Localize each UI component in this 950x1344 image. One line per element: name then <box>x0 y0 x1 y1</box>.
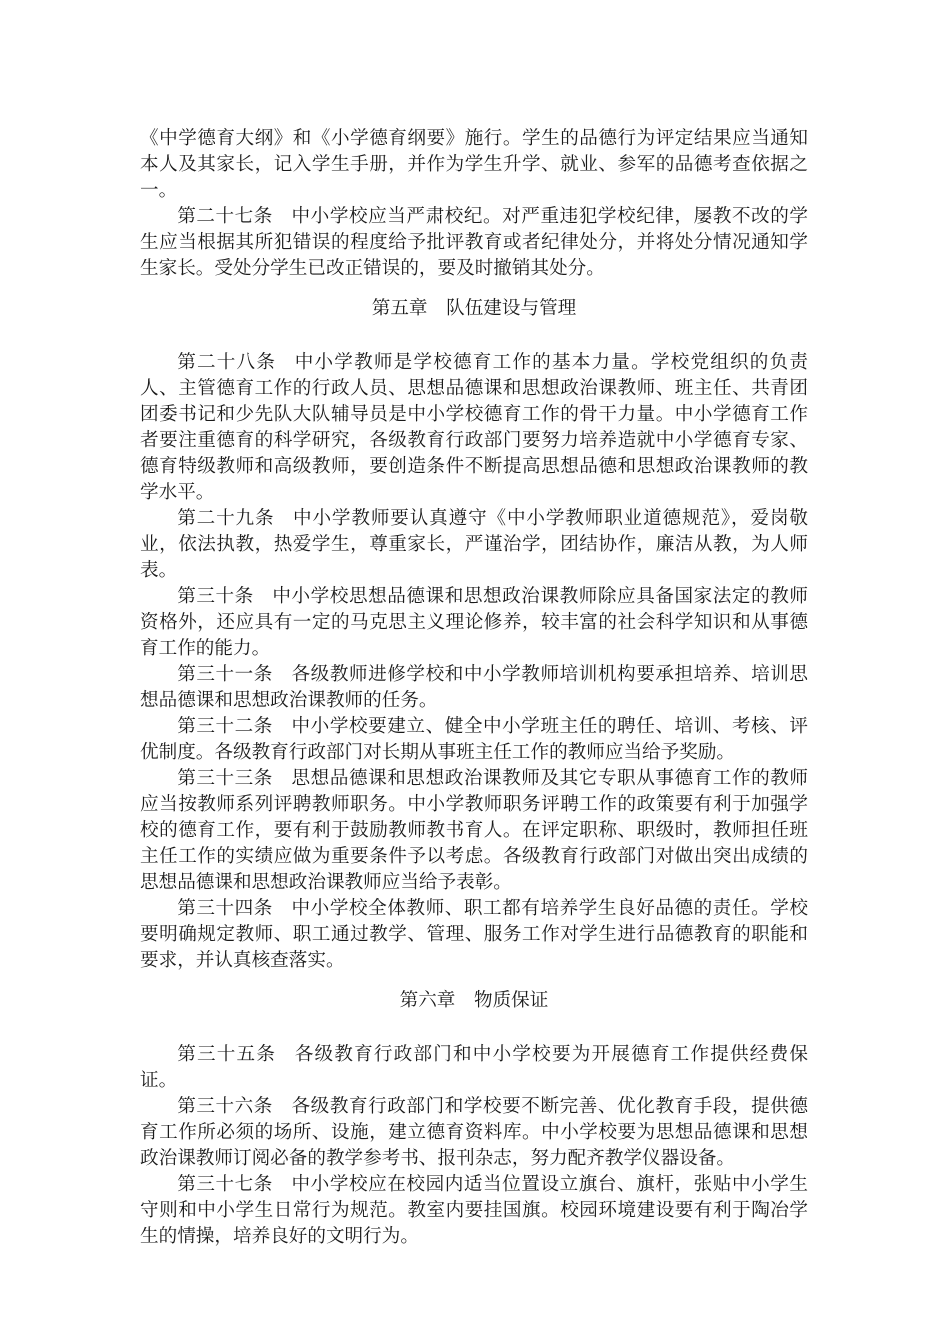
article-text: 各级教育行政部门和中小学校要为开展德育工作提供经费保证。 <box>140 1044 808 1091</box>
article-text: 中小学教师是学校德育工作的基本力量。学校党组织的负责人、主管德育工作的行政人员、思想品德课和思想政治课教师、班主任、共青团团委书记和少先队大队辅导员是中小学校德育工作的骨干力量。中小学德育工作者要注重德育的科学研究，各级教育行政部门要努力培养造就中小学德育专家、德育特级教师和高级教师，要创造条件不断提高思想品德和思想政治课教师的教学水平。 <box>140 352 808 503</box>
article-text: 中小学教师要认真遵守《中小学教师职业道德规范》，爱岗敬业，依法执教，热爱学生，尊重家长，严谨治学，团结协作，廉洁从教，为人师表。 <box>140 508 808 581</box>
article-text: 中小学校应在校园内适当位置设立旗台、旗杆，张贴中小学生守则和中小学生日常行为规范。教室内要挂国旗。校园环境建设要有利于陶冶学生的情操，培养良好的文明行为。 <box>140 1174 808 1247</box>
article-paragraph <box>140 714 808 766</box>
article-number: 第三十条 <box>177 586 254 607</box>
article-text: 中小学校思想品德课和思想政治课教师除应具备国家法定的教师资格外，还应具有一定的马克思主义理论修养，较丰富的社会科学知识和从事德育工作的能力。 <box>140 586 808 659</box>
article-number: 第三十三条 <box>177 768 273 789</box>
article-paragraph <box>140 204 808 282</box>
article-paragraph <box>140 896 808 974</box>
article-text: 思想品德课和思想政治课教师及其它专职从事德育工作的教师应当按教师系列评聘教师职务。中小学教师职务评聘工作的政策要有利于加强学校的德育工作，要有利于鼓励教师教书育人。在评定职称、职级时，教师担任班主任工作的实绩应做为重要条件予以考虑。各级教育行政部门对做出突出成绩的思想品德课和思想政治课教师应当给予表彰。 <box>140 768 808 893</box>
article-number: 第三十五条 <box>177 1044 277 1065</box>
article-paragraph <box>140 662 808 714</box>
article-text: 中小学校要建立、健全中小学班主任的聘任、培训、考核、评优制度。各级教育行政部门对长期从事班主任工作的教师应当给予奖励。 <box>140 716 808 763</box>
article-text: 中小学校全体教师、职工都有培养学生良好品德的责任。学校要明确规定教师、职工通过教学、管理、服务工作对学生进行品德教育的职能和要求，并认真核查落实。 <box>140 898 808 971</box>
chapter-heading: 第五章 队伍建设与管理 <box>371 298 577 319</box>
article-number: 第三十一条 <box>177 664 273 685</box>
article-number: 第三十四条 <box>177 898 273 919</box>
article-text: 各级教师进修学校和中小学教师培训机构要承担培养、培训思想品德课和思想政治课教师的任务。 <box>140 664 808 711</box>
article-paragraph <box>140 1094 808 1172</box>
article-paragraph <box>140 350 808 506</box>
article-number: 第三十二条 <box>177 716 273 737</box>
article-number: 第二十七条 <box>177 206 273 227</box>
article-number: 第二十九条 <box>177 508 275 529</box>
article-number: 第三十六条 <box>177 1096 273 1117</box>
article-paragraph <box>140 1042 808 1094</box>
article-number: 第二十八条 <box>177 352 277 373</box>
document-body <box>140 126 808 1250</box>
article-number: 第三十七条 <box>177 1174 273 1195</box>
chapter-heading: 第六章 物质保证 <box>399 990 549 1011</box>
article-text: 中小学校应当严肃校纪。对严重违犯学校纪律，屡教不改的学生应当根据其所犯错误的程度给予批评教育或者纪律处分，并将处分情况通知学生家长。受处分学生已改正错误的，要及时撤销其处分。 <box>140 206 808 279</box>
article-text: 各级教育行政部门和学校要不断完善、优化教育手段，提供德育工作所必须的场所、设施，建立德育资料库。中小学校要为思想品德课和思想政治课教师订阅必备的教学参考书、报刊杂志，努力配齐教学仪器设备。 <box>140 1096 808 1169</box>
article-paragraph <box>140 506 808 584</box>
article-paragraph <box>140 584 808 662</box>
body-paragraph: 《中学德育大纲》和《小学德育纲要》施行。学生的品德行为评定结果应当通知本人及其家长，记入学生手册，并作为学生升学、就业、参军的品德考查依据之一。 <box>140 128 808 201</box>
article-paragraph <box>140 1172 808 1250</box>
article-paragraph <box>140 766 808 896</box>
